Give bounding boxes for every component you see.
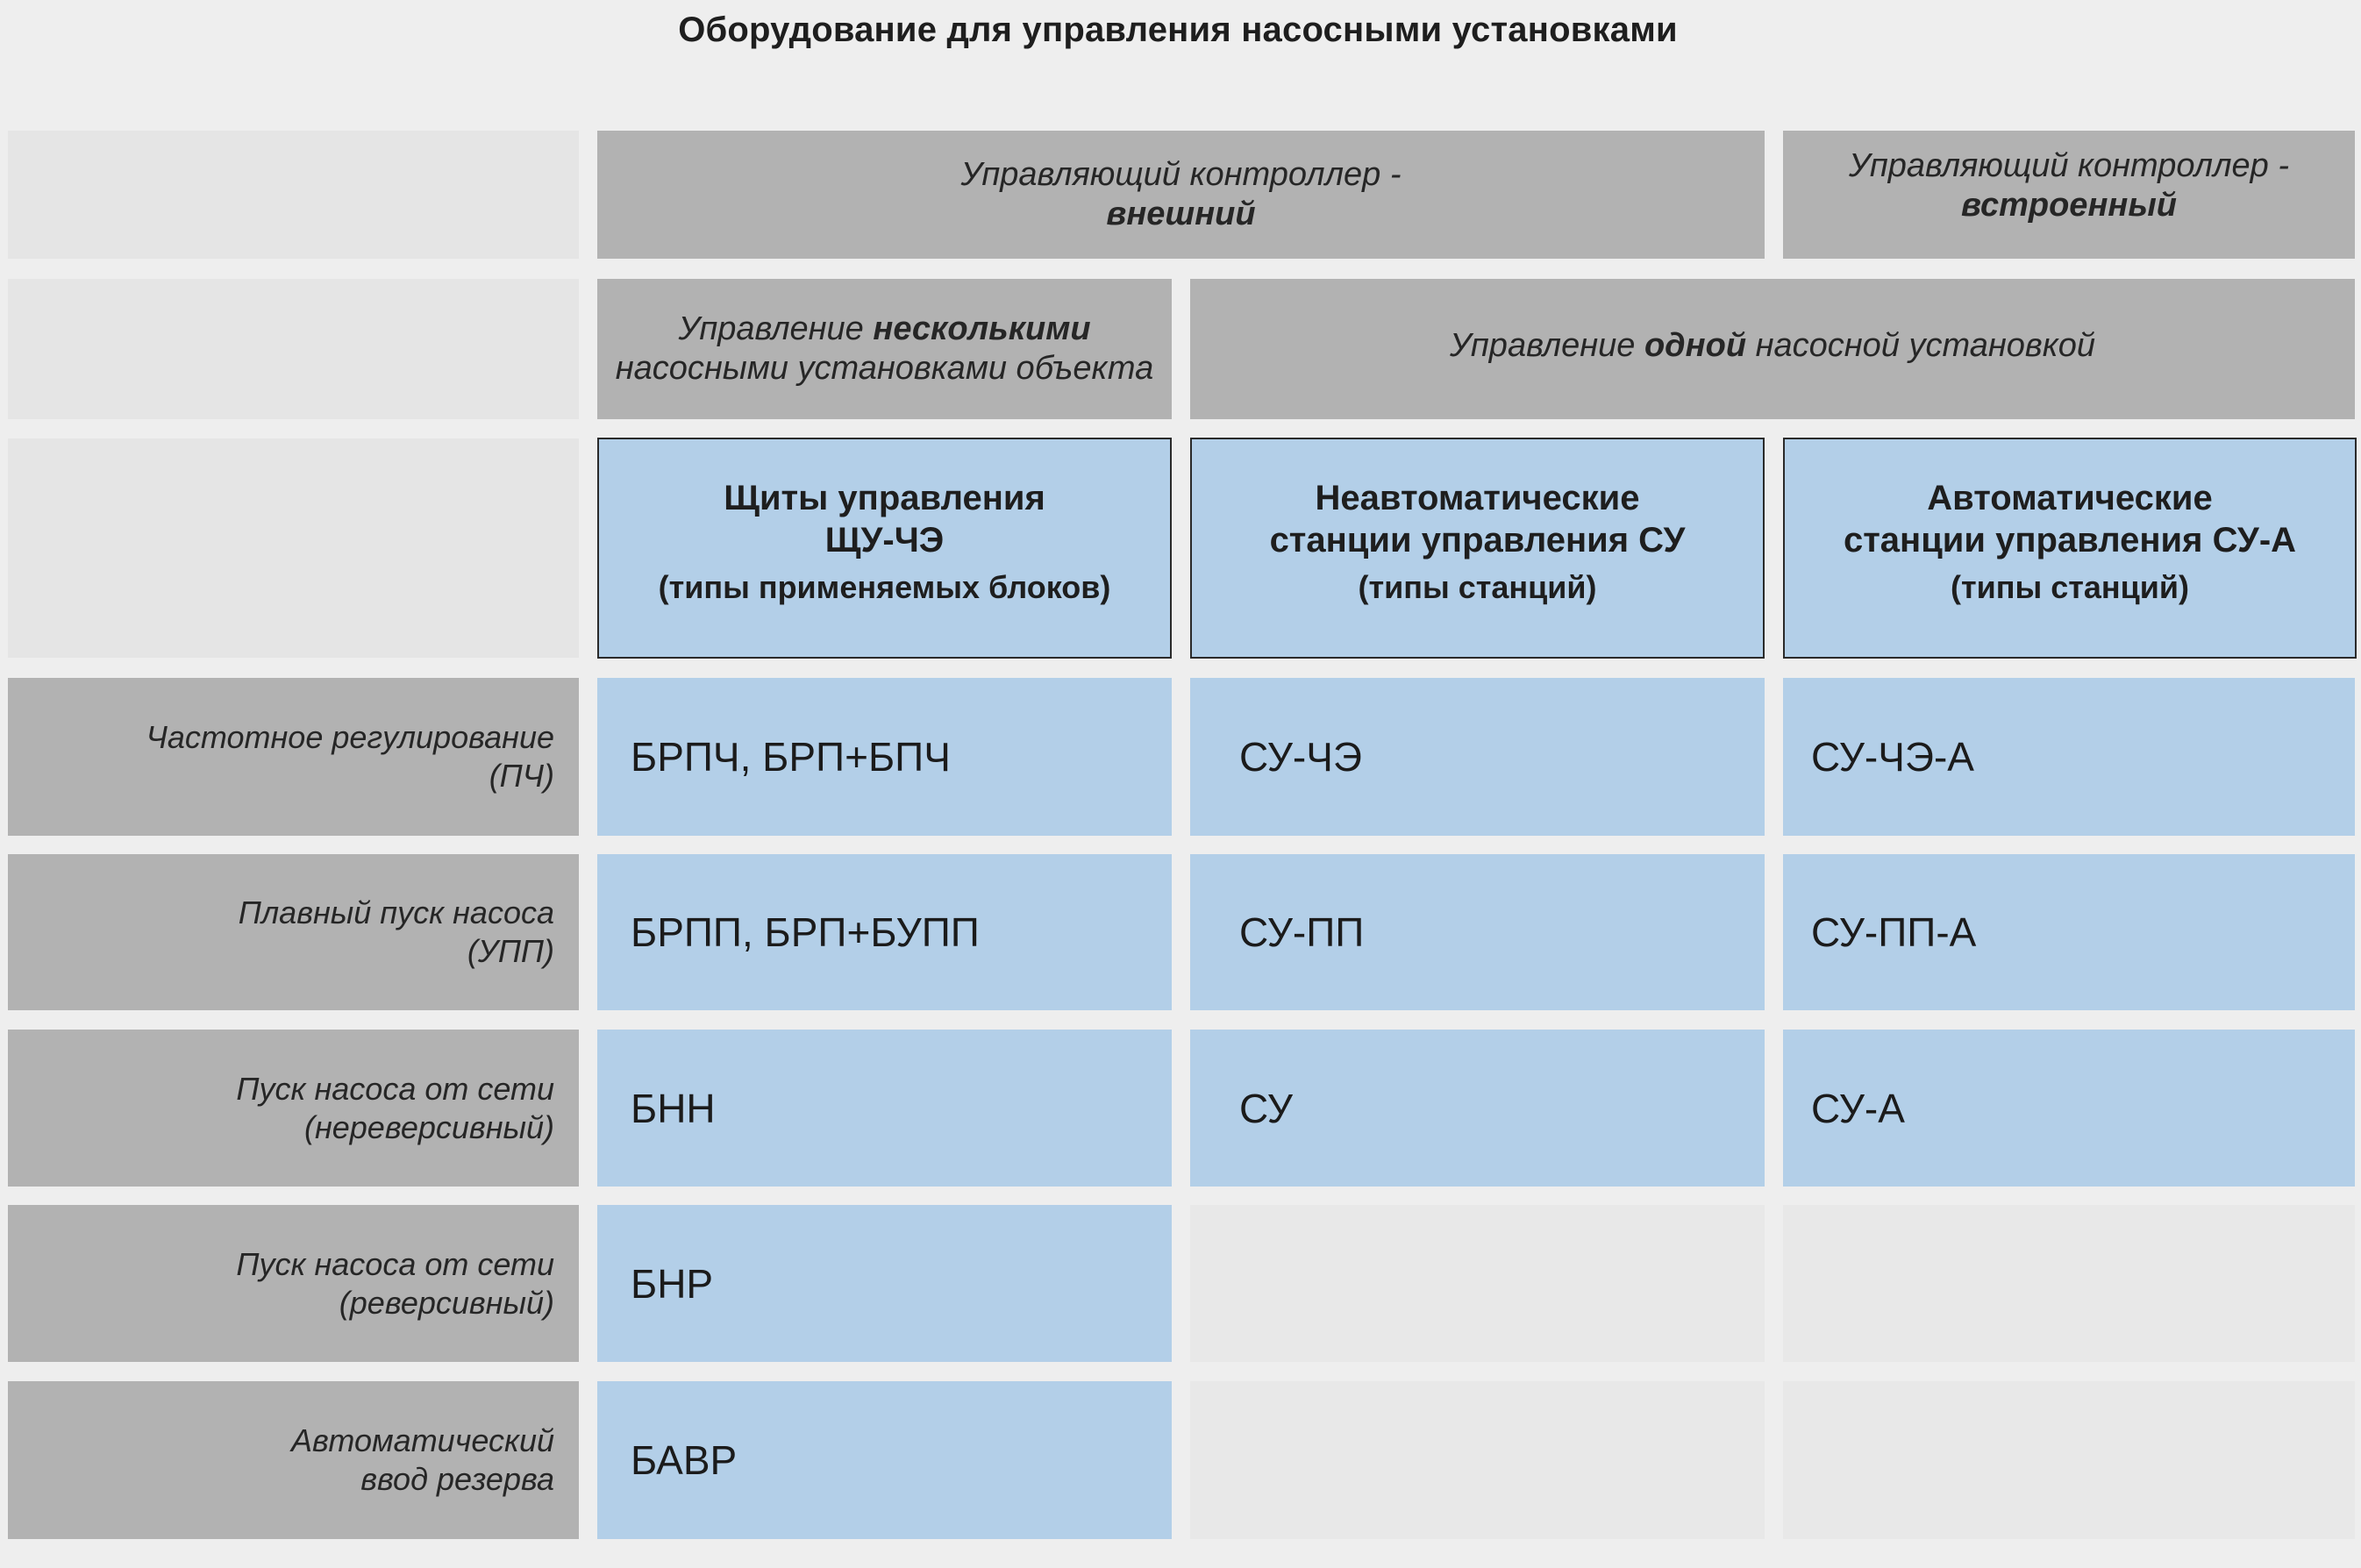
corner-cell-2	[8, 279, 579, 419]
header-controller-builtin: Управляющий контроллер - встроенный	[1783, 131, 2355, 259]
corner-cell-1	[8, 131, 579, 259]
header-col-manual-stations: Неавтоматические станции управления СУ (типы станций)	[1190, 438, 1765, 659]
cell-reversing-auto-empty	[1783, 1205, 2355, 1362]
row-label-direct-start-nonreversing: Пуск насоса от сети (нереверсивный)	[8, 1030, 579, 1187]
cell-reserve-panels: БАВР	[597, 1381, 1172, 1539]
cell-frequency-auto: СУ-ЧЭ-А	[1783, 678, 2355, 836]
header-col-auto-stations: Автоматические станции управления СУ-А (типы станций)	[1783, 438, 2357, 659]
row-label-frequency-control: Частотное регулирование (ПЧ)	[8, 678, 579, 836]
cell-soft-start-manual: СУ-ПП	[1190, 854, 1765, 1010]
cell-nonreversing-panels: БНН	[597, 1030, 1172, 1187]
cell-reversing-manual-empty	[1190, 1205, 1765, 1362]
cell-reserve-manual-empty	[1190, 1381, 1765, 1539]
cell-soft-start-panels: БРПП, БРП+БУПП	[597, 854, 1172, 1010]
cell-reversing-panels: БНР	[597, 1205, 1172, 1362]
cell-reserve-auto-empty	[1783, 1381, 2355, 1539]
cell-soft-start-auto: СУ-ПП-А	[1783, 854, 2355, 1010]
header-col-control-panels: Щиты управления ЩУ-ЧЭ (типы применяемых блоков)	[597, 438, 1172, 659]
cell-frequency-panels: БРПЧ, БРП+БПЧ	[597, 678, 1172, 836]
header-controller-external: Управляющий контроллер - внешний	[597, 131, 1765, 259]
row-label-soft-start: Плавный пуск насоса (УПП)	[8, 854, 579, 1010]
row-label-auto-reserve: Автоматический ввод резерва	[8, 1381, 579, 1539]
page-title: Оборудование для управления насосными установками	[678, 11, 1678, 49]
cell-nonreversing-manual: СУ	[1190, 1030, 1765, 1187]
cell-frequency-manual: СУ-ЧЭ	[1190, 678, 1765, 836]
corner-cell-3	[8, 438, 579, 658]
header-multi-installations: Управление несколькими насосными установками объекта	[597, 279, 1172, 419]
header-single-installation: Управление одной насосной установкой	[1190, 279, 2355, 419]
cell-nonreversing-auto: СУ-А	[1783, 1030, 2355, 1187]
row-label-direct-start-reversing: Пуск насоса от сети (реверсивный)	[8, 1205, 579, 1362]
